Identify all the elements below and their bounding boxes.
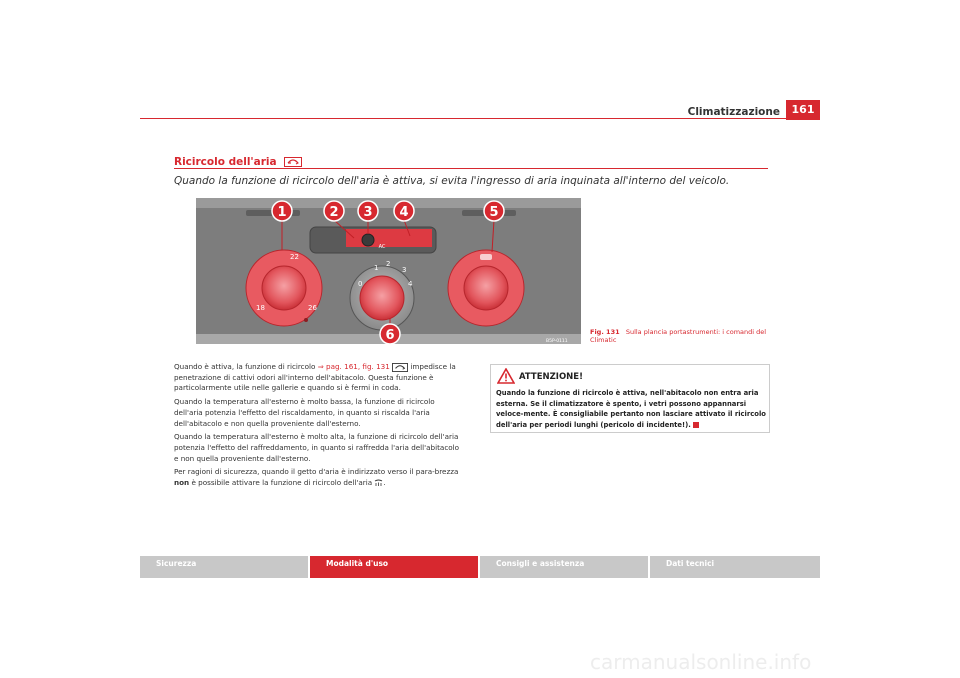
callout-2 <box>324 201 344 221</box>
fan-speed-2: 2 <box>386 260 391 268</box>
section-title <box>174 156 302 168</box>
caption-text: Sulla plancia portastrumenti: i comandi del Climatic <box>590 328 767 344</box>
header-rule <box>140 118 820 119</box>
warning-title: ATTENZIONE! <box>519 372 583 382</box>
center-knob-button <box>362 234 374 246</box>
defrost-icon <box>480 254 492 260</box>
callout-6 <box>380 324 400 344</box>
body-text <box>174 362 464 492</box>
windshield-airflow-icon <box>374 479 383 487</box>
fan-speed-4: 4 <box>408 280 413 288</box>
dial-temp-18: 18 <box>256 304 265 312</box>
paragraph-3: Quando la temperatura all'esterno è molto alta, la funzione di ricircolo dell'aria potenzia l'effetto del raffreddamento, in quanto si raffredda l'aria dell'abitacolo e non quella proveniente dall'esterno. <box>174 432 460 463</box>
footer-tab-modalita-uso[interactable]: Modalità d'uso <box>310 556 478 578</box>
figure-caption <box>590 328 775 344</box>
dial-temp-22: 22 <box>290 253 299 261</box>
footer-tab-dati-tecnici[interactable]: Dati tecnici <box>650 556 820 578</box>
section-title-text: Ricircolo dell'aria <box>174 156 277 168</box>
end-of-section-marker <box>693 422 699 428</box>
svg-text:4: 4 <box>399 205 409 220</box>
watermark: carmanualsonline.info <box>590 650 812 674</box>
dial-temp-26: 26 <box>308 304 317 312</box>
svg-text:2: 2 <box>329 205 339 220</box>
section-lead: Quando la funzione di ricircolo dell'aria è attiva, si evita l'ingresso di aria inquinata all'interno del veicolo. <box>174 175 730 187</box>
callout-5 <box>484 201 504 221</box>
figure-code: B5P-0111 <box>546 339 568 344</box>
running-header-title: Climatizzazione <box>687 106 780 118</box>
recirculation-icon <box>392 363 408 372</box>
caption-fig-number: Fig. 131 <box>590 328 620 336</box>
callout-3 <box>358 201 378 221</box>
warning-box <box>490 364 770 433</box>
warning-text: Quando la funzione di ricircolo è attiva, nell'abitacolo non entra aria esterna. Se il climatizzatore è spento, i vetri possono appannarsi veloce-mente. È consigliabile pertanto non lasciare attivato il ricircolo dell'aria per periodi lunghi (pericolo di incidente!). <box>496 389 766 429</box>
figure-reference-link[interactable]: ⇒ pag. 161, fig. 131 <box>317 362 390 371</box>
paragraph-2: Quando la temperatura all'esterno è molto bassa, la funzione di ricircolo dell'aria potenzia l'effetto del riscaldamento, in quanto si riscalda l'aria dell'abitacolo e non quella proveniente dall'esterno. <box>174 397 435 428</box>
callout-4 <box>394 201 414 221</box>
fan-dial <box>360 276 404 320</box>
footer-tab-consigli-assistenza[interactable]: Consigli e assistenza <box>480 556 648 578</box>
paragraph-4: Per ragioni di sicurezza, quando il getto d'aria è indirizzato verso il para-brezza non è possibile attivare la funzione di ricircolo dell'aria . <box>174 467 459 488</box>
climatic-controls-figure <box>196 198 581 344</box>
warning-triangle-icon <box>497 368 515 384</box>
svg-text:5: 5 <box>489 205 499 220</box>
ac-label: AC <box>378 244 386 250</box>
paragraph-1: Quando è attiva, la funzione di ricircolo ⇒ pag. 161, fig. 131 impedisce la penetrazione di cattivi odori all'interno dell'abitacolo. Questa funzione è particolarmente utile nelle gallerie e quando si è fermi in coda. <box>174 362 456 393</box>
svg-text:3: 3 <box>363 205 373 220</box>
svg-text:1: 1 <box>277 205 287 220</box>
callout-1 <box>272 201 292 221</box>
fan-speed-0: 0 <box>358 280 363 288</box>
footer-tab-sicurezza[interactable]: Sicurezza <box>140 556 308 578</box>
page-number: 161 <box>786 100 820 120</box>
recirculation-icon <box>284 157 302 167</box>
fan-speed-1: 1 <box>374 264 379 272</box>
svg-text:6: 6 <box>385 328 395 343</box>
fan-speed-3: 3 <box>402 266 407 274</box>
recirculation-button <box>346 229 432 247</box>
section-rule <box>174 168 768 169</box>
